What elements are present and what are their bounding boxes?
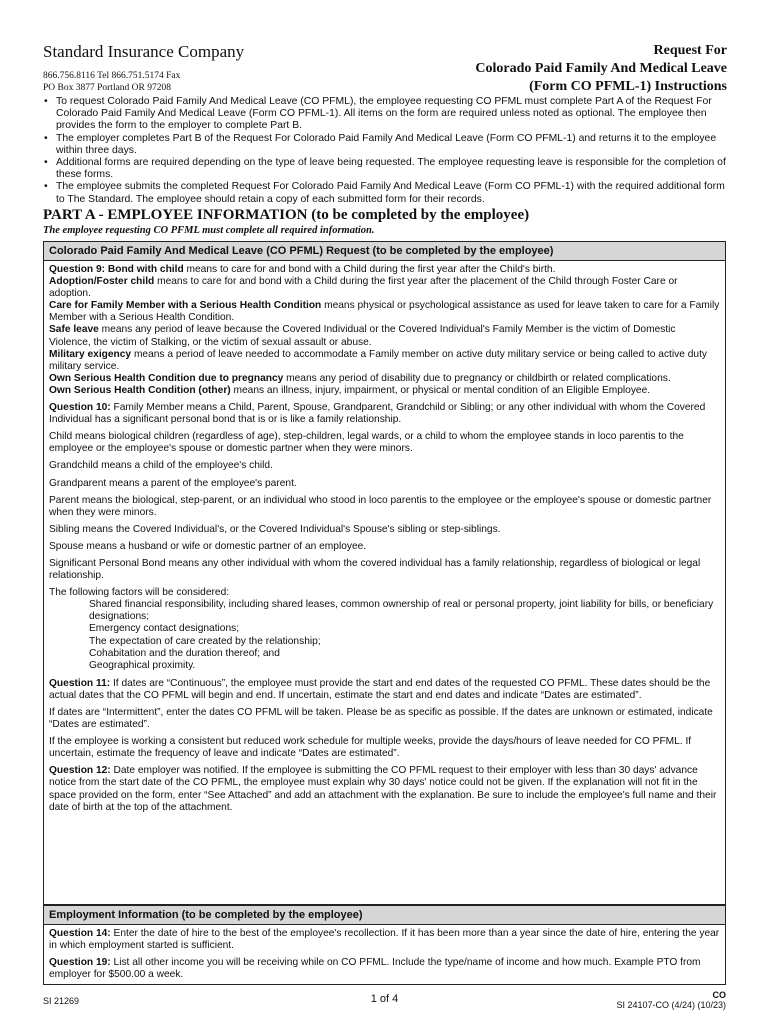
form-title-line-2: Colorado Paid Family And Medical Leave [475, 61, 727, 76]
request-section-title: Colorado Paid Family And Medical Leave (CO PFML) Request (to be completed by the employee) [44, 242, 725, 261]
part-a-heading: PART A - EMPLOYEE INFORMATION (to be completed by the employee) [43, 207, 530, 223]
reduced-schedule-text: If the employee is working a consistent but reduced work schedule for multiple weeks, provide the days/hours of leave needed for CO PFML. If uncertain, estimate the frequency of leave and indicate “Dates are estimated”. [49, 736, 692, 760]
q11-label: Question 11: [49, 677, 111, 689]
pregnancy-definition [49, 373, 720, 385]
bullet-item: • Additional forms are required depending on the type of leave being requested. The employee requesting leave is responsible for the completion of these forms. [43, 157, 727, 181]
instruction-bullets [43, 96, 727, 206]
q19-label: Question 19: [49, 957, 111, 969]
q19-definition [49, 957, 720, 981]
spouse-definition: Spouse means a husband or wife or domestic partner of an employee. [49, 540, 367, 552]
contact-address: PO Box 3877 Portland OR 97208 [43, 83, 171, 93]
q12-definition [49, 765, 720, 813]
grandchild-definition: Grandchild means a child of the employee's child. [49, 460, 273, 472]
q14-text: Enter the date of hire to the best of the employee's recollection. If it has been more than a year since the date of hire, entering the year in which employment started is sufficient. [49, 928, 720, 952]
form-revision: SI 24107-CO (4/24) (10/23) [616, 1000, 726, 1010]
q14-label: Question 14: [49, 928, 111, 939]
q9-label: Question 9: Bond with child [49, 264, 184, 275]
adoption-text: means to care for and bond with a Child during the first year after the placement of the Child through Foster Care or adoption. [49, 276, 678, 300]
request-section-body [44, 261, 725, 814]
bond-definition: Significant Personal Bond means any other individual with whom the covered individual has a family relationship, regardless of biological or legal relationship. [49, 557, 701, 582]
q10-label: Question 10: [49, 402, 111, 414]
form-code-right [616, 990, 726, 1010]
factors-list [49, 599, 720, 672]
sibling-definition: Sibling means the Covered Individual's, or the Covered Individual's Spouse's sibling or step-siblings. [49, 523, 501, 535]
employment-section-title: Employment Information (to be completed by the employee) [44, 906, 725, 925]
q12-label: Question 12: [49, 765, 111, 777]
form-title [475, 42, 727, 96]
factor-item: Emergency contact designations; [89, 623, 240, 635]
adoption-label: Adoption/Foster child [49, 276, 155, 288]
employment-section-body [44, 925, 725, 981]
q10-definition [49, 402, 720, 426]
form-code-left: SI 21269 [43, 996, 80, 1006]
safe-definition [49, 324, 720, 348]
company-contact [43, 70, 180, 94]
care-text: means physical or psychological assistance as used for leave taken to care for a Family Member with a Serious Health Condition. [49, 300, 720, 324]
military-label: Military exigency [49, 348, 132, 360]
q11-definition [49, 678, 720, 702]
state-code: CO [712, 990, 726, 1000]
form-title-line-3: (Form CO PFML-1) Instructions [529, 79, 727, 94]
q9-definition [49, 264, 720, 276]
other-condition-definition [49, 385, 720, 397]
page-footer [43, 990, 726, 1012]
safe-text: means any period of leave because the Covered Individual or the Covered Individual's Family Member is the victim of Domestic Violence, the victim of Stalking, or the victim of sexual assault or abuse. [49, 324, 676, 348]
factor-item: Geographical proximity. [89, 659, 196, 671]
bullet-item: • The employee submits the completed Request For Colorado Paid Family And Medical Leave (Form CO PFML-1) with the required additional form to The Standard. The employee should retain a copy of each submitted form for their records. [43, 181, 727, 205]
adoption-definition [49, 276, 720, 300]
part-a-subheading: The employee requesting CO PFML must complete all required information. [43, 225, 375, 236]
bullet-item: • The employer completes Part B of the Request For Colorado Paid Family And Medical Leave (Form CO PFML-1) and returns it to the employee within three days. [43, 133, 727, 157]
safe-label: Safe leave [49, 324, 99, 336]
factors-intro: The following factors will be considered: [49, 587, 230, 599]
company-name: Standard Insurance Company [43, 42, 245, 61]
bullet-item: • To request Colorado Paid Family And Medical Leave (CO PFML), the employee requesting CO PFML must complete Part A of the Request For Colorado Paid Family And Medical Leave (Form CO PFML-1). All items on the form are required unless noted as optional. The employee then provides the form to the employer to complete Part B. [43, 96, 727, 133]
factor-item: Cohabitation and the duration thereof; and [89, 647, 280, 659]
factor-item: Shared financial responsibility, including shared leases, common ownership of real or personal property, joint liability for bills, or beneficiary designations; [89, 599, 714, 623]
grandparent-definition: Grandparent means a parent of the employee's parent. [49, 477, 297, 489]
child-definition: Child means biological children (regardless of age), step-children, legal wards, or a child to whom the employee stands in loco parentis to the employee or the employee's spouse or domestic partner when they were minors. [49, 431, 684, 455]
request-section [43, 241, 726, 905]
page-header [43, 42, 727, 96]
parent-definition: Parent means the biological, step-parent, or an individual who stood in loco parentis to the employee or the employee's spouse or domestic partner when they were minors. [49, 494, 712, 518]
intermittent-text: If dates are “Intermittent”, enter the dates CO PFML will be taken. Please be as specific as possible. If the dates are unknown or estimated, indicate “Dates are estimated”. [49, 707, 713, 731]
q12-text: Date employer was notified. If the employee is submitting the CO PFML request to their employer with less than 30 days' advance notice from the start date of the CO PFML, the employee must explain why 30 days' notice could not be given. If the explanation will not fit in the space provided on the form, enter “See Attached” and add an attachment with the explanation. Be sure to include the employee's full name and their date of birth at the top of the attachment. [49, 765, 717, 813]
contact-phone-fax: 866.756.8116 Tel 866.751.5174 Fax [43, 71, 181, 81]
q9-text: means to care for and bond with a Child during the first year after the Child's birth. [183, 264, 556, 275]
pregnancy-text: means any period of disability due to pregnancy or childbirth or related complications. [283, 372, 671, 384]
q10-text: Family Member means a Child, Parent, Spouse, Grandparent, Grandchild or Sibling; or any other individual with whom the Covered Individual has a significant personal bond that is or is like a family relationship. [49, 402, 706, 426]
pregnancy-label: Own Serious Health Condition due to pregnancy [49, 372, 284, 384]
factor-item: The expectation of care created by the relationship; [89, 635, 321, 647]
military-definition [49, 349, 720, 373]
other-condition-text: means an illness, injury, impairment, or physical or mental condition of an Eligible Employee. [230, 384, 651, 396]
q11-text: If dates are “Continuous”, the employee must provide the start and end dates of the requested CO PFML. These dates should be the actual dates that the CO PFML will begin and end. If uncertain, estimate the start and end dates and indicate “Dates are estimated”. [49, 677, 711, 701]
military-text: means a period of leave needed to accommodate a Family member on active duty military service or being called to active duty military service. [49, 348, 707, 372]
care-label: Care for Family Member with a Serious Health Condition [49, 300, 322, 312]
care-definition [49, 300, 720, 324]
employment-section [43, 905, 726, 985]
other-condition-label: Own Serious Health Condition (other) [49, 384, 231, 396]
q19-text: List all other income you will be receiving while on CO PFML. Include the type/name of income and how much. Example PTO from employer for $500.00 a week. [49, 957, 701, 981]
form-title-line-1: Request For [653, 43, 727, 58]
page-number: 1 of 4 [370, 993, 399, 1005]
q14-definition [49, 928, 720, 952]
